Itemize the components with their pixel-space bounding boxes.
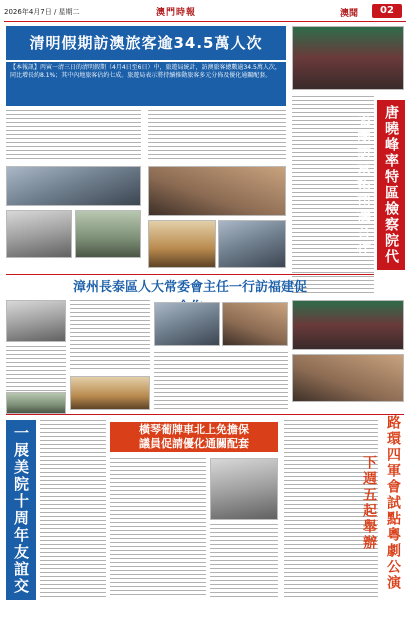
section-divider — [6, 274, 374, 275]
headline-prosecution-visit: 唐曉峰率特區檢察院代表團訪京拓司法合作 — [377, 100, 405, 270]
photo-tourists-2 — [148, 166, 286, 216]
article-text-col1 — [6, 110, 141, 162]
photo-court-signing — [292, 354, 404, 402]
issue-date: 2026年4月7日 / 星期二 — [4, 8, 80, 16]
headline-zhangzhou: 漳州長泰區人大常委會主任一行訪福建促 — [72, 280, 307, 295]
headline-art-anniversary: 一展美院十周年友誼交 — [6, 420, 36, 600]
headline-opera-performance: 路環四軍會試點粵劇公演下週五起舉辦 — [361, 415, 401, 591]
photo-tourists-1 — [6, 166, 141, 206]
photo-tourists-6 — [218, 220, 286, 268]
photo-delegation-2 — [222, 302, 288, 346]
photo-tourists-3 — [6, 210, 72, 258]
article-text-hengqin-2 — [210, 524, 278, 598]
photo-group — [6, 392, 66, 414]
section-label: 澳聞 — [340, 9, 359, 19]
article-text-col2 — [148, 110, 286, 162]
photo-portrait-1 — [6, 300, 66, 342]
headline-hengqin — [110, 422, 278, 452]
masthead: 澳門時報 — [156, 8, 197, 18]
main-headline: 清明假期訪澳旅客逾34.5萬人次 — [6, 26, 286, 60]
photo-legislator — [210, 458, 278, 520]
photo-meeting-beijing — [292, 26, 404, 90]
article-text-hengqin-1 — [110, 458, 206, 598]
header-rule — [4, 21, 406, 22]
photo-portrait-2 — [70, 376, 150, 410]
article-text-delegation — [154, 352, 288, 410]
headline-hengqin-line1: 橫琴葡牌車北上免擔保 — [139, 423, 249, 436]
article-text-zhangzhou — [70, 300, 150, 372]
photo-tourists-5 — [148, 220, 216, 268]
section-divider-2 — [6, 414, 404, 415]
photo-tourists-4 — [75, 210, 141, 258]
photo-delegation-1 — [154, 302, 220, 346]
page-header — [0, 0, 410, 22]
article-text-art — [40, 420, 106, 600]
page-number: 02 — [372, 4, 402, 18]
photo-court-meeting — [292, 300, 404, 350]
headline-hengqin-line2: 議員促請優化通關配套 — [139, 437, 249, 450]
lead-paragraph: 【本報訊】丙寅一清三日的清明假期（4月4日至6日）中，旅遊局統計，訪澳旅客總數逾34.5萬人次，同比增長約8.1%；其中內地旅客佔約七成。旅遊局表示將持續推動旅客多元分佈及優化通關配套。 — [6, 62, 286, 106]
